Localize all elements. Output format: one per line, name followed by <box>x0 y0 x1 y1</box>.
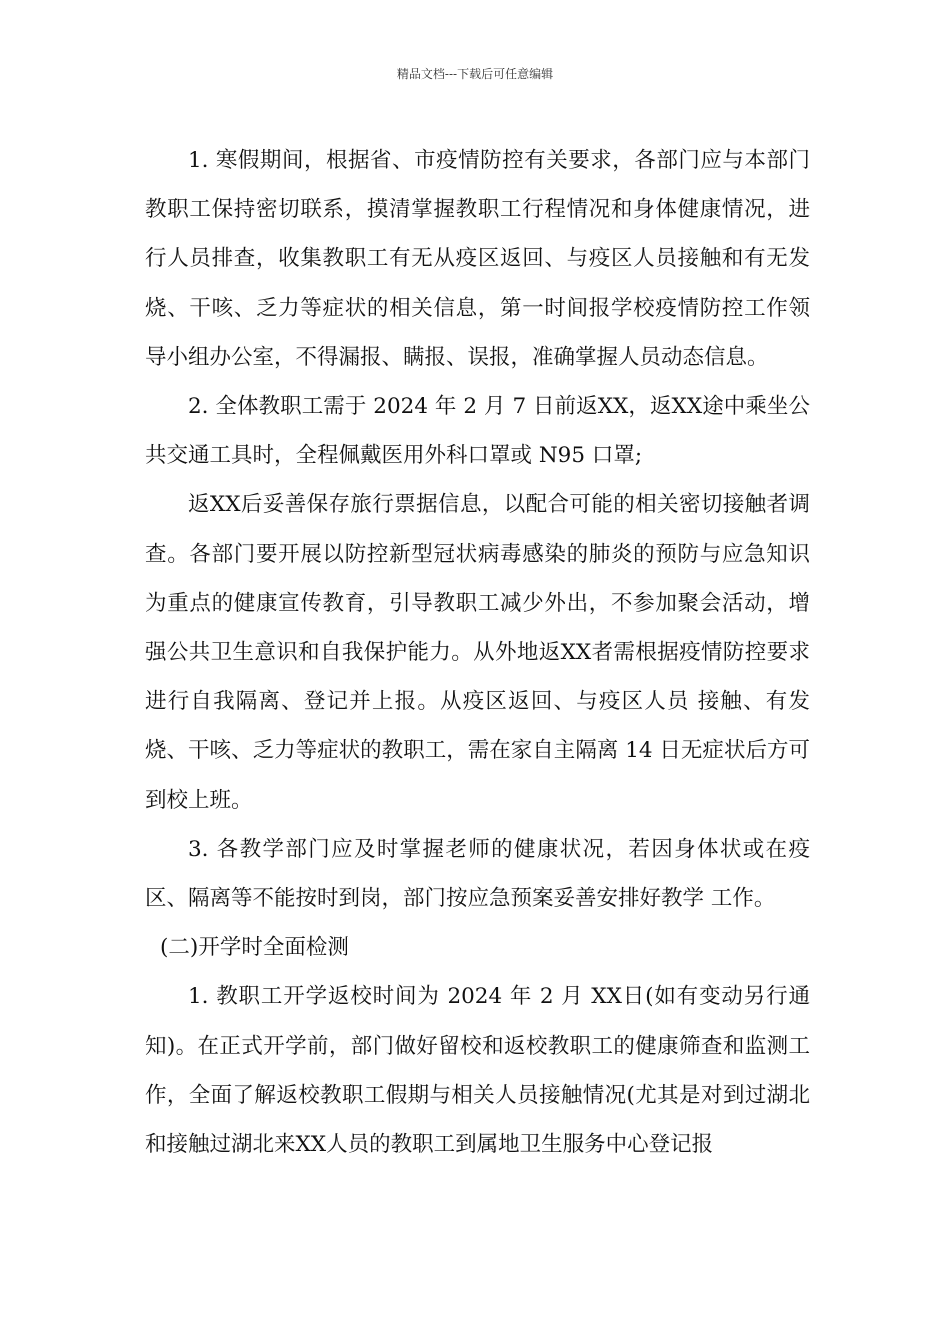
section-heading: (二)开学时全面检测 <box>160 935 349 961</box>
paragraph-winter-break-contact: 1. 寒假期间，根据省、市疫情防控有关要求，各部门应与本部门教职工保持密切联系，摸清掌握教职工行程情况和身体健康情况，进行人员排查，收集教职工有无从疫区返回、与疫区人员接触和有无发烧、干咳、乏力等症状的相关信息，第一时间报学校疫情防控工作领导小组办公室，不得漏报、瞒报、误报，准确掌握人员动态信息。 <box>145 148 810 370</box>
paragraph-teaching-arrangement: 3. 各教学部门应及时掌握老师的健康状况，若因身体状或在疫区、隔离等不能按时到岗，部门按应急预案妥善安排好教学 工作。 <box>145 836 810 912</box>
paragraph-ticket-records: 返XX后妥善保存旅行票据信息，以配合可能的相关密切接触者调查。各部门要开展以防控新型冠状病毒感染的肺炎的预防与应急知识为重点的健康宣传教育，引导教职工减少外出，不参加聚会活动，增强公共卫生意识和自我保护能力。从外地返XX者需根据疫情防控要求进行自我隔离、登记并上报。从疫区返回、与疫区人员 接触、有发烧、干咳、乏力等症状的教职工，需在家自主隔离 14 日无症状后方可到校上班。 <box>145 492 810 813</box>
page-header: 精品文档---下载后可任意编辑 <box>396 67 554 81</box>
document-body <box>145 136 810 1169</box>
paragraph-return-screening: 1. 教职工开学返校时间为 2024 年 2 月 XX日(如有变动另行通知)。在正式开学前，部门做好留校和返校教职工的健康筛查和监测工作，全面了解返校教职工假期与相关人员接触情况(尤其是对到过湖北和接触过湖北来XX人员的教职工到属地卫生服务中心登记报 <box>145 984 810 1158</box>
paragraph-return-date: 2. 全体教职工需于 2024 年 2 月 7 日前返XX，返XX途中乘坐公共交通工具时，全程佩戴医用外科口罩或 N95 口罩; <box>145 394 810 469</box>
